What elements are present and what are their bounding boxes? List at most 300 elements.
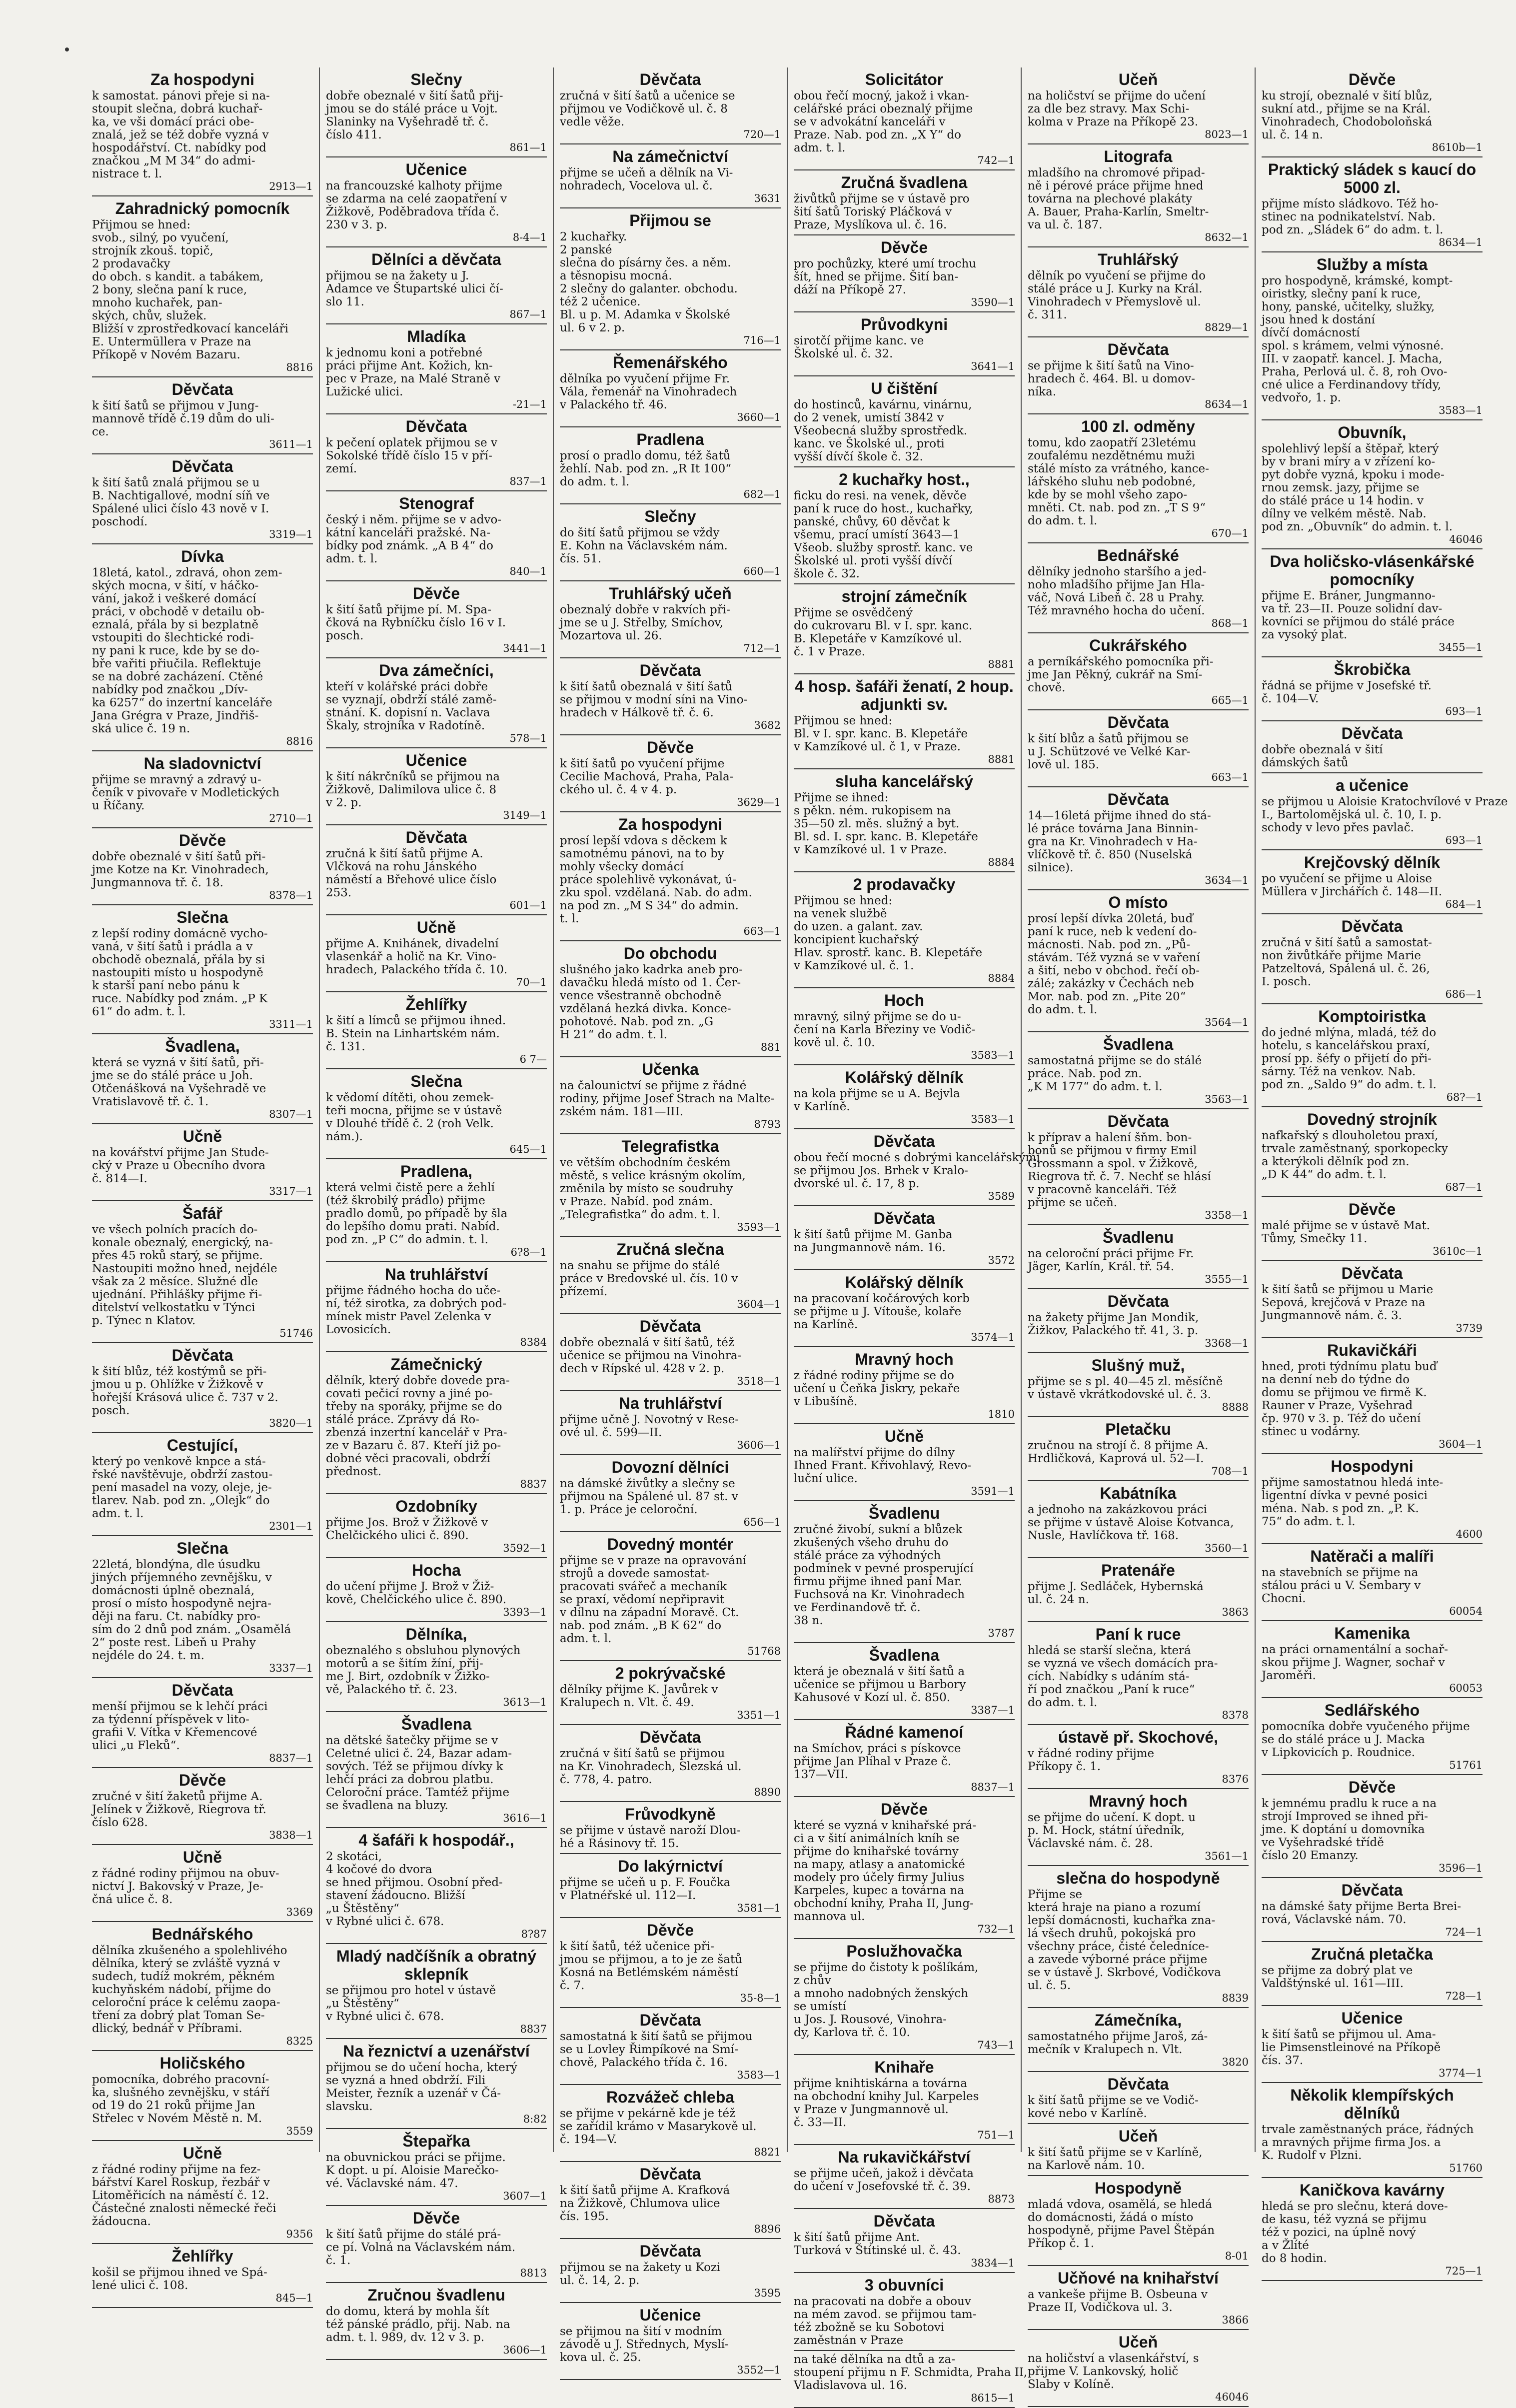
ad-reference-code: -21—1: [512, 398, 547, 410]
ad-text-line: davačku hledá místo od 1. Čer-: [560, 976, 741, 989]
classified-ad: [1028, 2176, 1249, 2266]
ad-text-line: žehlí. Nab. pod zn. „R It 100“: [560, 462, 732, 475]
classified-ad: [92, 1922, 313, 2051]
ad-text-line: hradech v Hálkově tř. č. 6.: [560, 706, 714, 719]
ad-headline: Zahradnický pomocník: [115, 199, 290, 217]
ad-headline: Natěrači a malíři: [1310, 1547, 1434, 1565]
ad-text-line: na malířství přijme do dílny: [794, 1446, 955, 1459]
ad-text-line: v Praze v Jungmannově ul.: [794, 2103, 949, 2116]
ad-text-line: tření za dobrý plat Toman Se-: [92, 2009, 265, 2022]
ad-text-line: přijme A. Knihánek, divadelní: [326, 937, 499, 950]
ad-text-line: vání, jakož i veškeré domácí: [92, 592, 256, 605]
ad-text-line: nohradech, Vocelova ul. č.: [560, 179, 713, 192]
ad-text-line: na mapy, atlasy a anatomické: [794, 1858, 965, 1871]
ad-text-line: ka, ve vši domácí práci obe-: [92, 115, 254, 128]
ad-headline: Dva holičsko-vlásenkářské pomocníky: [1270, 552, 1475, 588]
ad-headline: Služby a místa: [1316, 255, 1428, 273]
ad-text-line: se praxí, vědomí nepřipravit: [560, 1593, 725, 1606]
ad-text-line: v Dlouhé třídě č. 2 (roh Velk.: [326, 1117, 494, 1130]
ad-headline: Děvčata: [1107, 1292, 1169, 1310]
ad-text-line: přijmou na Spálené ul. 87 st. v: [560, 1490, 738, 1503]
ad-headline: Děvčata: [1341, 1881, 1403, 1899]
ad-text-line: nafkařský s dlouholetou praxí,: [1262, 1129, 1439, 1142]
ad-text-line: se přijme u J. Vítouše, kolaře: [794, 1305, 962, 1318]
ad-text-line: na francouzské kalhoty přijme: [326, 179, 503, 192]
ad-text-line: Žižkově, Dalimilova ulice č. 8: [326, 783, 497, 796]
classified-ad: [560, 1455, 781, 1532]
classified-ad: [1028, 414, 1249, 543]
ad-headline: Dovedný strojník: [1307, 1110, 1437, 1128]
classified-ad: [794, 1424, 1015, 1501]
ad-text-line: sových. Též se přijmou dívky k: [326, 1760, 503, 1773]
ad-text-line: malé přijme se v ústavě Mat.: [1262, 1219, 1431, 1232]
ad-headline: Děvčata: [1341, 1264, 1403, 1282]
ad-headline: Učenka: [642, 1060, 699, 1078]
ad-text-line: pod zn. „Saldo 9“ do adm. t. l.: [1262, 1078, 1437, 1091]
ad-text-line: číslo 628.: [92, 1816, 148, 1829]
ad-text-line: pomocníka, dobrého pracovní-: [92, 2073, 269, 2086]
ad-text-line: k šití šatů přijme se ve Vodič-: [1028, 2094, 1199, 2107]
ad-text-line: firmu přijme ihned paní Mar.: [794, 1575, 962, 1588]
classified-ad: [326, 67, 547, 157]
ad-reference-code: 840—1: [509, 565, 547, 577]
classified-ad: [1262, 657, 1483, 721]
classified-ad: [326, 2283, 547, 2360]
ad-text-line: 2 bony, slečna paní k ruce,: [92, 283, 247, 296]
classified-ad: [326, 915, 547, 992]
ad-headline: Dělníci a děvčata: [371, 250, 501, 268]
classified-ad: [1262, 850, 1483, 914]
classified-ad: [794, 1065, 1015, 1129]
classified-ad: [794, 584, 1015, 674]
classified-ad: [560, 208, 781, 350]
ad-text-line: přijme učně J. Novotný v Rese-: [560, 1413, 739, 1426]
ad-text-line: cné ulice a Ferdinandovy třídy,: [1262, 378, 1442, 391]
ad-reference-code: 3629—1: [737, 796, 781, 808]
ad-text-line: obchodní knihy, Praha II, Jung-: [794, 1897, 974, 1910]
ad-text-line: Školské ul. proti vyšší dívčí: [794, 554, 953, 567]
ad-headline: Švadlenu: [1102, 1228, 1174, 1246]
ad-text-line: strojí Improved se ihned při-: [1262, 1810, 1428, 1823]
ad-headline: Škrobička: [1334, 660, 1411, 678]
column-6: [1255, 67, 1508, 2277]
ad-headline: Hoch: [884, 991, 924, 1009]
ad-text-line: slečna do písárny čes. a něm.: [560, 256, 731, 269]
ad-headline: Do lakýrnictví: [618, 1857, 723, 1875]
ad-reference-code: 3369: [286, 1906, 313, 1918]
ad-text-line: která hraje na piano a rozumí: [1028, 1901, 1201, 1914]
ad-reference-code: 8378: [1222, 1709, 1249, 1721]
ad-headline: Slečna: [410, 1072, 462, 1090]
ad-text-line: k šití šatů přijme pí. M. Spa-: [326, 603, 491, 616]
ad-text-line: B. Klepetáře v Kamzíkové ul.: [794, 632, 962, 645]
ad-text-line: za dle bez stravy. Max Schi-: [1028, 102, 1190, 115]
ad-text-line: schody v levo přes pavlač.: [1262, 821, 1414, 834]
classified-ad: [1028, 1725, 1249, 1789]
ad-text-line: v Lipkovicích p. Roudnice.: [1262, 1746, 1416, 1759]
ad-text-line: k šití šatů přijme M. Ganba: [794, 1228, 953, 1241]
ad-text-line: ujednání. Přihlášky přijme ři-: [92, 1288, 262, 1301]
ad-text-line: E. Kohn na Václavském nám.: [560, 539, 728, 552]
ad-headline: Děvčata: [639, 2242, 701, 2260]
ad-text-line: v Praze. Nabíd. pod znám.: [560, 1195, 713, 1208]
ad-text-line: dáží na Příkopě 27.: [794, 283, 906, 296]
ad-reference-code: 70—1: [516, 976, 547, 988]
ad-text-line: hledá se pro slečnu, která dove-: [1262, 2200, 1448, 2213]
ad-headline: Děvčata: [873, 1209, 935, 1227]
ad-text-line: Hrdličková, Kaprová ul. 52—I.: [1028, 1452, 1204, 1465]
ad-headline: Dovozní dělníci: [611, 1458, 729, 1476]
ad-reference-code: 3596—1: [1439, 1862, 1483, 1874]
ad-headline: Děvče: [1348, 70, 1396, 88]
ad-headline: Děvčata: [1107, 340, 1169, 358]
ad-text-line: přijme samostatnou hledá inte-: [1262, 1476, 1444, 1489]
ad-text-line: na mém zavod. se přijmou tam-: [794, 2308, 977, 2321]
ad-text-line: „u Štěstěny“: [326, 1997, 399, 2010]
ad-text-line: „K M 177“ do adm. t. l.: [1028, 1080, 1163, 1093]
ad-reference-code: 8610b—1: [1432, 141, 1483, 153]
ad-text-line: Vála, řemenář na Vinohradech: [560, 385, 737, 398]
ad-text-line: tlarev. Nab. pod zn. „Olejk“ do: [92, 1494, 270, 1507]
ad-headline: Do obchodu: [623, 944, 717, 962]
ad-reference-code: 716—1: [743, 334, 781, 346]
ad-text-line: k šití šatů obeznalá v šití šatů: [560, 680, 733, 693]
ad-text-line: košil se přijmou ihned ve Spá-: [92, 2266, 267, 2279]
ad-text-line: samostatná k šití šatů se přijmou: [560, 2030, 753, 2043]
ad-headline: Frůvodkyně: [625, 1805, 716, 1823]
classified-ad: [560, 658, 781, 735]
ad-headline: Učenice: [639, 2306, 701, 2324]
classified-ad: [560, 2239, 781, 2303]
ad-text-line: trvale zaměstnaný, sporkopecky: [1262, 1142, 1448, 1155]
classified-ad: [326, 1262, 547, 1352]
ad-reference-code: 3583—1: [971, 1113, 1015, 1125]
ad-text-line: mannově třídě č.19 dům do uli-: [92, 412, 274, 425]
ad-text-line: samostatná přijme se do stálé: [1028, 1054, 1202, 1067]
ad-text-line: též v pozici, na úplně nový: [1262, 2226, 1416, 2239]
ad-reference-code: 3604—1: [1439, 1438, 1483, 1450]
ad-reference-code: 663—1: [743, 925, 781, 937]
ad-text-line: čeník v pivovaře v Modletických: [92, 786, 280, 799]
ad-reference-code: 3631: [754, 192, 781, 204]
ad-text-line: kové nebo v Karlíně.: [1028, 2107, 1147, 2120]
ad-text-line: dělníky jednoho staršího a jed-: [1028, 565, 1207, 578]
ad-text-line: Praze II, Vodičkova ul. 3.: [1028, 2301, 1173, 2314]
ad-headline: Knihaře: [874, 2058, 934, 2076]
ad-reference-code: 8816: [286, 735, 313, 747]
ad-text-line: nám.).: [326, 1130, 363, 1143]
ad-text-line: přijme se s pl. 40—45 zl. měsíčně: [1028, 1375, 1223, 1388]
ad-text-line: u J. Schützové ve Velké Kar-: [1028, 745, 1191, 758]
ad-text-line: strojník zkouš. topič,: [92, 244, 213, 257]
ad-headline: Rozvážeč chleba: [606, 2088, 735, 2106]
classified-ad: [560, 67, 781, 144]
classified-ad: [560, 1314, 781, 1391]
ad-headline: Pradlena,: [400, 1162, 473, 1180]
ad-text-line: do šití šatů přijmou se vždy: [560, 526, 720, 539]
ad-text-line: zručná k šití šatů přijme A.: [326, 847, 483, 860]
ad-headline: Dívka: [181, 547, 224, 565]
ad-text-line: k starší paní nebo pánu k: [92, 979, 240, 992]
classified-ad: [326, 2206, 547, 2283]
ad-text-line: všechny práce, čisté čeledníce-: [1028, 1940, 1209, 1953]
ad-reference-code: 3583—1: [737, 2069, 781, 2081]
classified-ad: [326, 1712, 547, 1828]
ad-text-line: Adamce ve Štupartské ulici čí-: [326, 282, 503, 295]
ad-text-line: na kovářství přijme Jan Stude-: [92, 1146, 269, 1159]
ad-text-line: stávám. Též vyzná se v vaření: [1028, 951, 1200, 964]
ad-text-line: nabídky pod značkou „Dív-: [92, 683, 248, 696]
ad-reference-code: 8837: [520, 2023, 547, 2035]
ad-text-line: dobné věci pracovali, obdrží: [326, 1452, 491, 1465]
ad-text-line: 2“ poste rest. Libeň u Prahy: [92, 1636, 256, 1649]
classified-ad: [1028, 2266, 1249, 2330]
ad-text-line: učenice se přijmou u Barbory: [794, 1678, 966, 1691]
ad-text-line: se přijme v ústavě naroží Dlou-: [560, 1824, 741, 1837]
ad-text-line: stinec u vodárny.: [1262, 1425, 1361, 1438]
ad-reference-code: 8896: [754, 2223, 781, 2235]
ad-headline: Solicitátor: [865, 70, 944, 88]
ad-text-line: zoufalému nezdětnému muži: [1028, 449, 1195, 462]
ad-text-line: k příprav a halení šňm. bon-: [1028, 1131, 1192, 1144]
ad-headline: Hospodyně: [1094, 2179, 1182, 2197]
ad-text-line: u Jos. J. Rousové, Vinohra-: [794, 2013, 947, 2026]
ad-reference-code: 8821: [754, 2146, 781, 2158]
ad-text-line: Částečné znalosti německé řeči: [92, 2202, 276, 2215]
ad-text-line: ul. č. 24 n.: [1028, 1593, 1089, 1606]
ad-text-line: Slaninky na Vyšehradě tř. č.: [326, 115, 489, 128]
ad-text-line: živůtků přijme se v ústavě pro: [794, 192, 970, 205]
ad-text-line: stnání. K. dopisní n. Vaclava: [326, 706, 490, 719]
ad-headline: Na truhlářství: [618, 1394, 722, 1412]
ad-text-line: se hned přijmou. Osobní před-: [326, 1876, 503, 1889]
classified-ad: [1028, 1622, 1249, 1725]
ad-text-line: Kosná na Betlémském náměstí: [560, 1966, 739, 1979]
ad-text-line: náměstí a Břehové ulice číslo: [326, 873, 497, 886]
ad-text-line: č. 1 v Praze.: [794, 645, 865, 658]
ad-reference-code: 8307—1: [269, 1108, 313, 1120]
ad-text-line: 137—VII.: [794, 1768, 848, 1781]
ad-text-line: vzdělaná hezká divka. Konce-: [560, 1002, 731, 1015]
ad-text-line: Karpeles, kupec a továrna na: [794, 1884, 965, 1897]
classified-ad: [794, 1270, 1015, 1347]
ad-text-line: 75“ do adm. t. l.: [1262, 1515, 1356, 1528]
ad-reference-code: 8:82: [523, 2113, 547, 2125]
ad-headline: a učenice: [1336, 776, 1409, 794]
ad-headline: Děvčata: [171, 1346, 233, 1364]
classified-ad: [326, 2129, 547, 2206]
ad-text-line: lie Pimsenstleinové na Příkopě: [1262, 2041, 1441, 2054]
ad-reference-code: 742—1: [977, 154, 1015, 166]
ad-text-line: vence všestranně obchodně: [560, 989, 722, 1002]
ad-text-line: stoupit slečna, dobrá kuchař-: [92, 102, 263, 115]
ad-text-line: stoupení přijmu n F. Schmidta, Praha II,: [794, 2366, 1028, 2379]
classified-ad: [326, 324, 547, 414]
ad-reference-code: 51760: [1449, 2162, 1483, 2174]
ad-text-line: va ul. č. 187.: [1028, 218, 1103, 231]
ad-text-line: Přijme se: [1028, 1888, 1083, 1901]
classified-ad: [326, 1494, 547, 1558]
ad-text-line: na denní neb do týdne do: [1262, 1373, 1410, 1386]
ad-headline: slečna do hospodyně: [1056, 1869, 1220, 1887]
ad-text-line: 14—16letá přijme ihned do stá-: [1028, 809, 1211, 822]
ad-text-line: a šití, nebo v obchod. řečí ob-: [1028, 964, 1200, 977]
ad-reference-code: 3317—1: [269, 1185, 313, 1197]
ad-headline: Telegrafistka: [621, 1137, 719, 1155]
ad-reference-code: 3616—1: [503, 1812, 547, 1824]
classified-ad: [794, 1347, 1015, 1424]
classified-ad: [560, 1918, 781, 2008]
ad-text-line: III. v zaopatř. kancel. J. Macha,: [1262, 352, 1443, 365]
ad-text-line: obeznalého s obsluhou plynových: [326, 1644, 521, 1657]
ad-headline: 4 hosp. šafáři ženatí, 2 houp. adjunkti sv.: [795, 677, 1014, 713]
classified-ad: [326, 581, 547, 658]
ad-headline: Děvčata: [1107, 713, 1169, 731]
ad-text-line: Celetné ulici č. 24, Bazar adam-: [326, 1747, 512, 1760]
ad-text-line: p. Týnec n Klatov.: [92, 1314, 196, 1327]
ad-text-line: chově.: [1028, 681, 1066, 694]
ad-text-line: k šití blůz a šatů přijmou se: [1028, 732, 1189, 745]
ad-text-line: trvale zaměstnaných práce, řádných: [1262, 2123, 1474, 2136]
ad-text-line: a zavede výborné práce přijme: [1028, 1953, 1208, 1966]
ad-text-line: továrna na plechové plakáty: [1028, 192, 1193, 205]
ad-text-line: spolehlivý lepší a štěpař, který: [1262, 442, 1439, 455]
ad-reference-code: 60053: [1449, 1682, 1483, 1694]
ad-reference-code: 8829—1: [1205, 321, 1249, 333]
classified-ad: [92, 2141, 313, 2244]
ad-text-line: Školské ul. č. 32.: [794, 347, 893, 360]
ad-text-line: k šití a límců se přijmou ihned.: [326, 1014, 506, 1027]
classified-ad: [326, 1944, 547, 2039]
ad-reference-code: 3787: [988, 1627, 1015, 1639]
ad-text-line: dlický, bednář v Příbrami.: [92, 2022, 242, 2035]
ad-headline: Děvčata: [1107, 1112, 1169, 1130]
ad-text-line: dělníky přijme K. Javůrek v: [560, 1683, 718, 1696]
ad-text-line: práce v Bredovské ul. čís. 10 v: [560, 1272, 738, 1285]
ad-headline: strojní zámečník: [841, 587, 967, 605]
classified-ad: [560, 941, 781, 1057]
ad-text-line: celoroční práce k celému zaopa-: [92, 1996, 280, 2009]
ad-text-line: posch.: [326, 629, 364, 642]
ad-headline: Učeň: [1118, 2127, 1158, 2145]
ad-text-line: Grossmann a spol. v Žižkově,: [1028, 1157, 1198, 1170]
ad-headline: Dovedný montér: [607, 1535, 734, 1553]
ad-text-line: čení na Karla Březiny ve Vodič-: [794, 1023, 976, 1036]
ad-text-line: kátní kanceláři pražské. Na-: [326, 526, 491, 539]
classified-ad: [1028, 1481, 1249, 1558]
ad-headline: Švadlenu: [868, 1504, 940, 1522]
ad-text-line: covati pečicí rovny a jiné po-: [326, 1387, 493, 1400]
ad-text-line: váč, Nová Libeň č. 28 u Prahy.: [1028, 591, 1205, 604]
ad-text-line: vedle věže.: [560, 115, 625, 128]
classified-ad: [560, 581, 781, 658]
ad-text-line: čís. 51.: [560, 552, 602, 565]
ad-headline: Děvčata: [639, 2165, 701, 2183]
ad-text-line: sukní atd., přijme se na Král.: [1262, 102, 1431, 115]
ad-reference-code: 51761: [1449, 1759, 1483, 1771]
ad-text-line: přijme řádného hocha do uče-: [326, 1284, 501, 1297]
ad-text-line: E. Untermüllera v Praze na: [92, 335, 251, 348]
ad-text-line: však za 2 měsíce. Služné dle: [92, 1275, 258, 1288]
classified-ad: [560, 1532, 781, 1661]
ad-reference-code: 8813: [520, 2267, 547, 2279]
ad-text-line: pohotové. Nab. pod zn. „G: [560, 1015, 714, 1028]
ad-text-line: spol. s krámem, velmi výnosné.: [1262, 339, 1444, 352]
ad-text-line: Müllera v Jirchářích č. 148—II.: [1262, 885, 1443, 898]
ad-text-line: zku spol. vzdělaná. Nab. do adm.: [560, 886, 752, 899]
ad-headline: Učně: [416, 918, 456, 936]
classified-ad: [794, 1797, 1015, 1939]
classified-ad: [1028, 144, 1249, 247]
classified-ad: [794, 769, 1015, 872]
ad-reference-code: 3613—1: [503, 1696, 547, 1708]
ad-headline: Slečna: [176, 1539, 228, 1557]
ad-headline: Cestující,: [166, 1436, 238, 1454]
ad-text-line: ve všech polních pracích do-: [92, 1223, 258, 1236]
ad-text-line: na kola přijme se u A. Bejvla: [794, 1087, 960, 1100]
ad-headline: Učenice: [405, 751, 467, 769]
ad-text-line: cích. Nabídky s udáním stá-: [1028, 1670, 1190, 1683]
ad-text-line: se přijmou pro hotel v ústavě: [326, 1984, 496, 1997]
ad-text-line: přijmou se do učení hocha, který: [326, 2061, 517, 2074]
ad-reference-code: 3660—1: [737, 411, 781, 423]
classified-ad: [92, 67, 313, 196]
ad-text-line: poschodí.: [92, 515, 148, 528]
ad-text-line: do učení přijme J. Brož v Žiž-: [326, 1580, 494, 1593]
ad-text-line: Přijme se ihned:: [794, 791, 889, 804]
ad-reference-code: 8632—1: [1205, 231, 1249, 243]
ad-headline: Praktický sládek s kaucí do 5000 zl.: [1268, 160, 1477, 196]
ad-text-line: na Jungmannově nám. 16.: [794, 1241, 946, 1254]
ad-text-line: pro pochůzky, které umí trochu: [794, 257, 977, 270]
ad-text-line: ditelství velkostatku v Týnci: [92, 1301, 255, 1314]
ad-reference-code: 693—1: [1445, 834, 1483, 846]
ad-text-line: č. 778, 4. patro.: [560, 1773, 652, 1786]
ad-text-line: celářské práci obeznalý přijme: [794, 102, 973, 115]
ad-text-line: na Smíchov, práci s pískovce: [794, 1742, 961, 1755]
column-5: [1021, 67, 1255, 2403]
ad-text-line: značkou „M M 34“ do admi-: [92, 154, 255, 167]
classified-ad: [92, 751, 313, 828]
ad-text-line: v Kamzíkové ul. č 1, v Praze.: [794, 740, 961, 753]
classified-ad: [560, 2085, 781, 2162]
ad-text-line: posch.: [92, 1404, 130, 1417]
classified-ad: [1262, 1338, 1483, 1454]
ad-text-line: Příkopě v Novém Bazaru.: [92, 348, 240, 361]
ad-text-line: k pečení oplatek přijmou se v: [326, 436, 498, 449]
ad-text-line: kolma v Praze na Příkopě 23.: [1028, 115, 1199, 128]
ad-text-line: se přijme v pekárně kde je též: [560, 2107, 736, 2120]
ad-headline: ústavě př. Skochové,: [1058, 1728, 1219, 1746]
ad-text-line: přijme E. Bráner, Jungmanno-: [1262, 589, 1436, 602]
ad-text-line: přijme Jan Plíhal v Praze č.: [794, 1755, 952, 1768]
classified-ad: [92, 1768, 313, 1845]
ad-headline: Hocha: [412, 1561, 461, 1579]
ad-text-line: Vlčková na rohu Jánského: [326, 860, 477, 873]
classified-ad: [560, 144, 781, 208]
ad-headline: Děvče: [178, 1771, 226, 1789]
ad-text-line: 2 slečny do galanter. obchodu.: [560, 282, 738, 295]
ad-text-line: Též mravného hocha do učení.: [1028, 604, 1205, 617]
ad-text-line: čís. 37.: [1262, 2054, 1304, 2067]
ad-reference-code: 3358—1: [1205, 1209, 1249, 1221]
ad-headline: Slečna: [176, 908, 228, 926]
ad-text-line: oiristky, slečny paní k ruce,: [1262, 287, 1421, 300]
ad-text-line: jme se do stálé práce u Joh.: [92, 1069, 253, 1082]
classified-ad: [326, 491, 547, 581]
ad-text-line: Jaroměři.: [1262, 1669, 1316, 1682]
ad-text-line: silnice).: [1028, 861, 1074, 874]
